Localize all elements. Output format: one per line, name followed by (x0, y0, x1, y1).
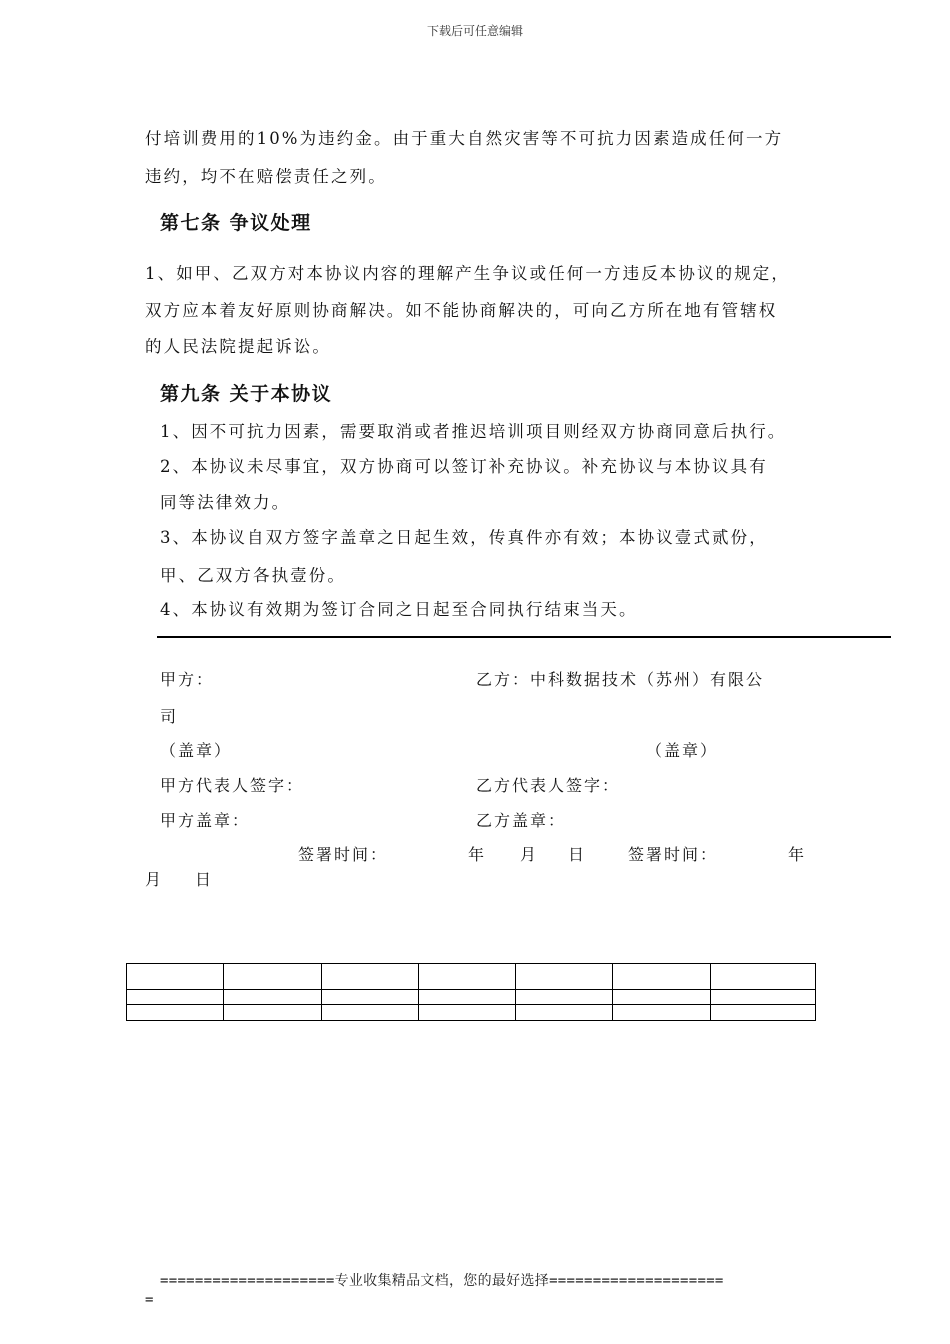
list-item: 3、本协议自双方签字盖章之日起生效，传真件亦有效；本协议壹式贰份， (160, 528, 768, 547)
day-b: 日 (195, 870, 214, 889)
paragraph-line: 付培训费用的10%为违约金。由于重大自然灾害等不可抗力因素造成任何一方 (145, 129, 784, 148)
stamp-b-label: 乙方盖章： (476, 811, 567, 830)
table-cell (418, 1005, 515, 1021)
day-a: 日 (568, 845, 587, 864)
table-cell (224, 990, 321, 1005)
party-b-wrap: 司 (160, 707, 179, 726)
year-b: 年 (788, 845, 807, 864)
paragraph-line: 违约，均不在赔偿责任之列。 (145, 167, 387, 186)
table-cell (321, 1005, 418, 1021)
table-cell (710, 964, 815, 990)
paragraph-line: 双方应本着友好原则协商解决。如不能协商解决的，可向乙方所在地有管辖权 (145, 301, 778, 320)
rep-b-label: 乙方代表人签字： (476, 776, 621, 795)
table-cell (418, 990, 515, 1005)
rep-a-label: 甲方代表人签字： (160, 776, 305, 795)
seal-b: （盖章） (646, 741, 719, 760)
table-cell (224, 964, 321, 990)
list-item-continued: 甲、乙双方各执壹份。 (160, 566, 346, 585)
list-item: 4、本协议有效期为签订合同之日起至合同执行结束当天。 (160, 600, 638, 619)
paragraph-line: 的人民法院提起诉讼。 (145, 337, 331, 356)
divider-rule (157, 636, 891, 638)
table-cell (321, 990, 418, 1005)
sign-time-b-label: 签署时间： (628, 845, 719, 864)
party-b-label: 乙方：中科数据技术（苏州）有限公 (476, 670, 765, 689)
table-cell (613, 990, 710, 1005)
section-7-title: 第七条 争议处理 (160, 212, 312, 234)
list-item-continued: 同等法律效力。 (160, 493, 291, 512)
table-cell (127, 990, 224, 1005)
table-cell (127, 1005, 224, 1021)
table-cell (613, 1005, 710, 1021)
stamp-a-label: 甲方盖章： (160, 811, 251, 830)
month-a: 月 (520, 845, 539, 864)
sign-time-a-label: 签署时间： (298, 845, 389, 864)
table-cell (516, 964, 613, 990)
year-a: 年 (468, 845, 487, 864)
table-cell (418, 964, 515, 990)
party-a-label: 甲方： (160, 670, 215, 689)
table-cell (516, 1005, 613, 1021)
empty-table (126, 963, 816, 1021)
table-cell (613, 964, 710, 990)
table-cell (516, 990, 613, 1005)
footer-line-wrap: = (145, 1292, 154, 1308)
table-cell (321, 964, 418, 990)
month-b: 月 (145, 870, 164, 889)
footer-line: ====================专业收集精品文档，您的最好选择==================== (160, 1273, 724, 1289)
section-9-title: 第九条 关于本协议 (160, 383, 333, 405)
table-cell (710, 1005, 815, 1021)
list-item: 1、因不可抗力因素，需要取消或者推迟培训项目则经双方协商同意后执行。 (160, 422, 787, 441)
paragraph-line: 1、如甲、乙双方对本协议内容的理解产生争议或任何一方违反本协议的规定， (145, 264, 790, 283)
table-cell (224, 1005, 321, 1021)
page-header: 下载后可任意编辑 (426, 24, 523, 38)
list-item: 2、本协议未尽事宜，双方协商可以签订补充协议。补充协议与本协议具有 (160, 457, 768, 476)
seal-a: （盖章） (160, 741, 233, 760)
table-cell (710, 990, 815, 1005)
table-cell (127, 964, 224, 990)
